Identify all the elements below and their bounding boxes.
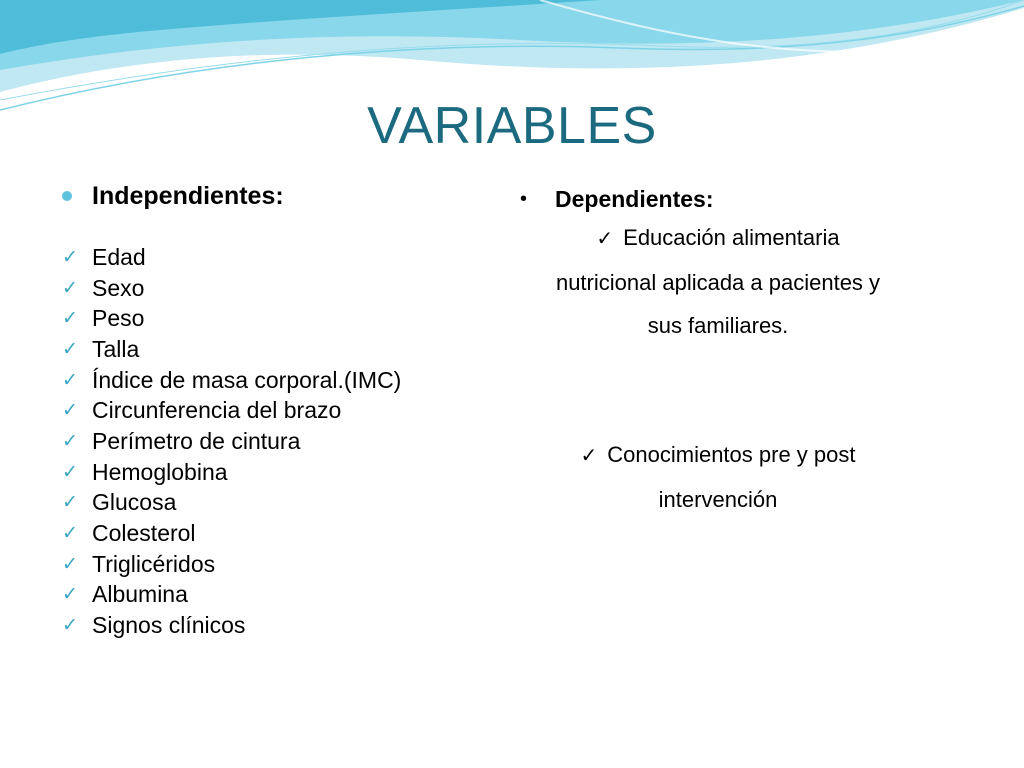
checkmark-icon: ✓ [62, 400, 78, 422]
list-item [62, 610, 482, 641]
list-item-label: Perímetro de cintura [92, 427, 301, 454]
slide-title: VARIABLES [367, 97, 657, 155]
checkmark-icon: ✓ [62, 246, 78, 268]
bullet-dot-icon [62, 191, 72, 201]
independent-heading-row [62, 178, 482, 214]
list-item-label: Sexo [92, 274, 145, 301]
dependent-heading-row [512, 182, 924, 216]
independent-heading: Independientes: [92, 181, 284, 210]
list-item [62, 518, 482, 549]
checkmark-icon: ✓ [62, 553, 78, 575]
dependent-item-line: sus familiares. [647, 313, 789, 338]
list-item [62, 549, 482, 580]
bullet-icon: • [520, 187, 528, 210]
spacer [512, 347, 924, 433]
list-item [62, 488, 482, 519]
checkmark-icon: ✓ [62, 338, 78, 360]
checkmark-icon: ✓ [62, 584, 78, 606]
list-item-label: Albumina [92, 581, 188, 608]
checkmark-icon: ✓ [62, 369, 78, 391]
dependent-item-line: intervención [658, 487, 778, 512]
independent-list [62, 242, 482, 641]
list-item [62, 580, 482, 611]
list-item-label: Glucosa [92, 489, 177, 516]
list-item-label: Edad [92, 243, 146, 270]
checkmark-icon: ✓ [62, 430, 78, 452]
list-item-label: Signos clínicos [92, 612, 246, 639]
dependent-variables-column [512, 182, 924, 521]
list-item [62, 303, 482, 334]
checkmark-icon: ✓ [62, 461, 78, 483]
list-item [62, 457, 482, 488]
list-item [62, 365, 482, 396]
list-item-label: Índice de masa corporal.(IMC) [92, 366, 402, 393]
independent-variables-column [62, 178, 482, 641]
list-item-label: Talla [92, 335, 140, 362]
list-item-label: Triglicéridos [92, 550, 216, 577]
list-item-label: Circunferencia del brazo [92, 397, 342, 424]
list-item-label: Colesterol [92, 520, 196, 547]
list-item [62, 242, 482, 273]
list-item [62, 395, 482, 426]
list-item [62, 426, 482, 457]
list-item-label: Hemoglobina [92, 458, 228, 485]
checkmark-icon: ✓ [62, 523, 78, 545]
dependent-item-line: nutricional aplicada a pacientes y [555, 270, 881, 295]
dependent-item-education [512, 216, 924, 347]
checkmark-icon: ✓ [596, 228, 614, 250]
checkmark-icon: ✓ [62, 277, 78, 299]
dependent-item-knowledge [512, 433, 924, 521]
checkmark-icon: ✓ [62, 615, 78, 637]
list-item [62, 273, 482, 304]
dependent-item-line: Conocimientos pre y post [607, 442, 856, 467]
dependent-heading: Dependientes: [555, 185, 714, 212]
dependent-item-line: Educación alimentaria [623, 225, 840, 250]
checkmark-icon: ✓ [580, 445, 598, 467]
list-item-label: Peso [92, 305, 145, 332]
checkmark-icon: ✓ [62, 308, 78, 330]
checkmark-icon: ✓ [62, 492, 78, 514]
list-item [62, 334, 482, 365]
